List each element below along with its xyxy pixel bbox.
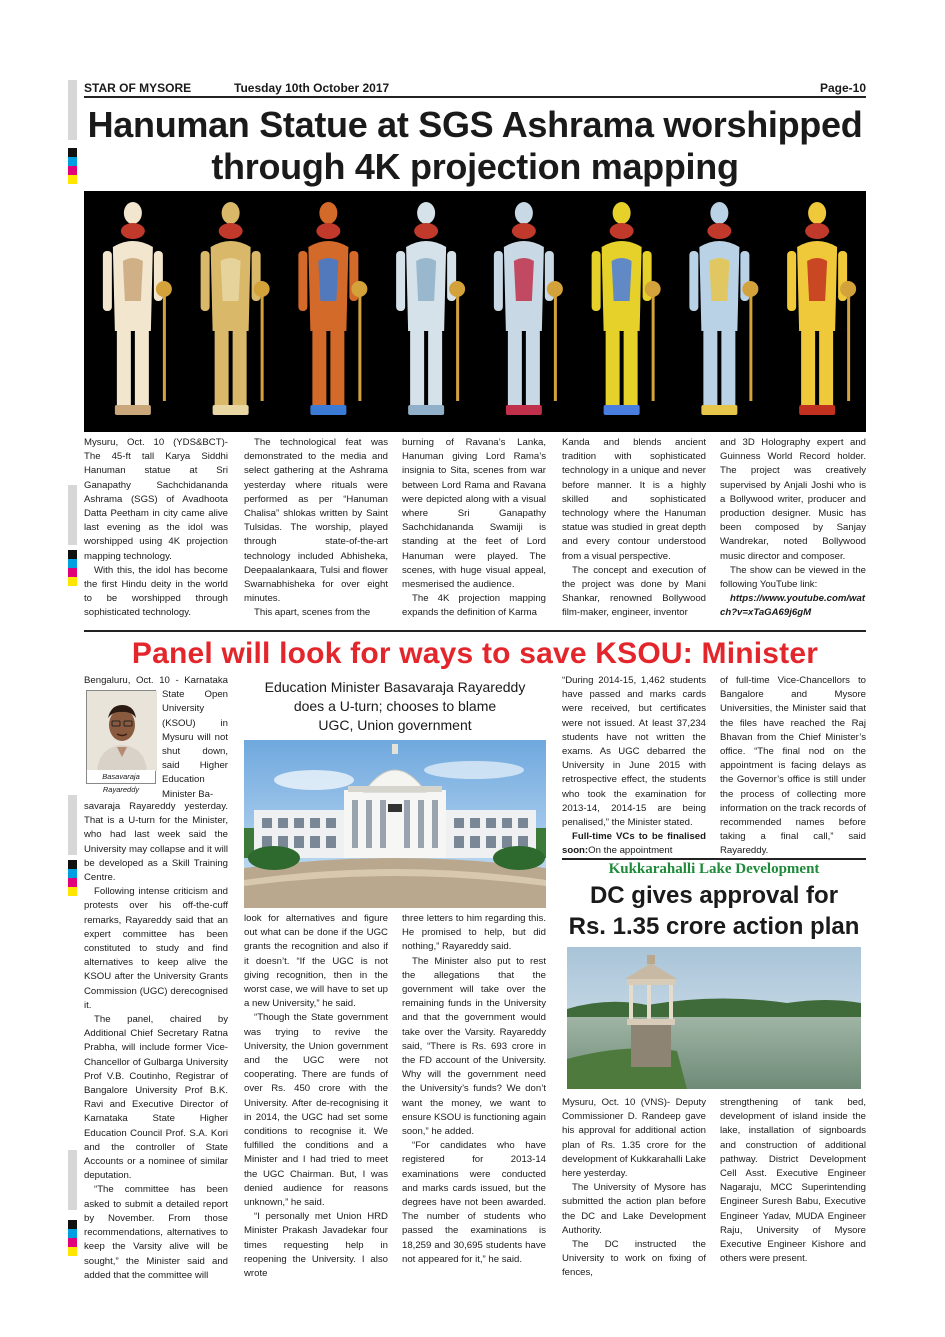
statue-figure bbox=[103, 202, 172, 415]
lake-illustration bbox=[567, 947, 861, 1089]
statue-figure bbox=[201, 202, 270, 415]
story2-headline: Panel will look for ways to save KSOU: Minister bbox=[84, 630, 866, 670]
color-swatch-yellow bbox=[68, 1247, 77, 1256]
color-swatch-cyan bbox=[68, 869, 77, 878]
color-swatch-cyan bbox=[68, 157, 77, 166]
statue-figures bbox=[84, 191, 866, 432]
paper-name: STAR OF MYSORE bbox=[84, 81, 192, 95]
statue-figure bbox=[592, 202, 661, 415]
kukkarahalli-lake-photo bbox=[567, 947, 861, 1089]
ksou-building-photo bbox=[244, 740, 546, 908]
registration-bar bbox=[68, 1150, 77, 1210]
color-swatch-black bbox=[68, 148, 77, 157]
story3-kicker: Kukkarahalli Lake Development bbox=[608, 861, 820, 877]
story2-col4: “During 2014-15, 1,462 students have passed and marks cards were received, but certificates were not issued. At least 37,234 students have not written the exams. As UGC debarred the University in June 2015 with retrospective effect, the students who took the examination for 2013-14, 2014-15 are being penalised,” the Minister stated. Full-time VCs to be finalised soon:On the appointment bbox=[562, 675, 706, 857]
color-swatch-cyan bbox=[68, 1229, 77, 1238]
color-swatch-black bbox=[68, 1220, 77, 1229]
color-swatch-yellow bbox=[68, 577, 77, 586]
story3-headline: DC gives approval for Rs. 1.35 crore action plan bbox=[568, 882, 860, 940]
statue-figure bbox=[298, 202, 367, 415]
building-illustration bbox=[244, 740, 546, 908]
story1-col4: Kanda and blends ancient tradition with sophisticated technology in a unique and never before manner. It is a highly skilled and sophisticated technology where the Hanuman statue was studied in great depth and every contour understood from a visual perspective. The concept and execution of the project was done by Mani Shankar, renowned Bollywood film-maker, engineer, inventor bbox=[562, 437, 706, 619]
issue-date: Tuesday 10th October 2017 bbox=[234, 81, 390, 95]
color-swatch-black bbox=[68, 860, 77, 869]
statue-figure bbox=[494, 202, 563, 415]
color-swatch-magenta bbox=[68, 166, 77, 175]
statue-figure bbox=[787, 202, 856, 415]
story1-headline: Hanuman Statue at SGS Ashrama worshipped through 4K projection mapping bbox=[87, 104, 863, 187]
registration-bar bbox=[68, 795, 77, 855]
color-swatch-magenta bbox=[68, 1238, 77, 1247]
statue-figure bbox=[689, 202, 758, 415]
color-swatch-magenta bbox=[68, 568, 77, 577]
story1-col3: burning of Ravana’s Lanka, Hanuman giving Lord Rama’s insignia to Sita, scenes from war between Lord Rama and Ravana were depicted along with a visual where Sri Ganapathy Sachchidananda Swamiji is standing at the feet of Lord Hanuman were played. The scenes, with huge visual appeal, mesmerised the audience. The 4K projection mapping expands the definition of Karma bbox=[402, 437, 546, 619]
story2-col3: three letters to him regarding this. He promised to help, but did nothing,” Rayareddy said. The Minister also put to rest the allegations that the government will take over the remaining funds in the University and that the government would take over the Varsity. Rayareddy said, “There is Rs. 693 crore in the FD account of the University. Why will the government need the University’s funds? We don’t want the money, we want to ensure KSOU is functioning again soon,” he added. “For candidates who have registered for 2013-14 examinations were conducted and marks cards issued, but the degrees have not been awarded. The number of students who passed the examinations is 18,259 and 30,695 students have not appeared for it,” he said. bbox=[402, 913, 546, 1265]
registration-bar bbox=[68, 485, 77, 545]
minister-portrait-icon bbox=[87, 691, 157, 771]
statue-figure bbox=[396, 202, 465, 415]
color-swatch-cyan bbox=[68, 559, 77, 568]
color-swatch-black bbox=[68, 550, 77, 559]
story2-col1-wrap: Bengaluru, Oct. 10 - Karnataka State Open University (KSOU) in Mysuru will not shut down, said Higher Education Minister Ba- bbox=[84, 675, 228, 800]
story1-col1: Mysuru, Oct. 10 (YDS&BCT)- The 45-ft tall Karya Siddhi Hanuman statue at Sri Ganapathy Sachchidananda Ashrama (SGS) of Avadhoota Datta Peetham in city came alive last evening as the idol was worshipped using 4K projection mapping technology. With this, the idol has become the first Hindu deity in the world to be worshipped through sophisticated technology. bbox=[84, 437, 228, 619]
page-number: Page-10 bbox=[819, 81, 866, 95]
registration-bar bbox=[68, 80, 77, 140]
story3-col1: Mysuru, Oct. 10 (VNS)- Deputy Commissioner D. Randeep gave his approval for additional action plan of Rs. 1.35 crore for the development of Kukkarahalli Lake here yesterday. The University of Mysore has submitted the action plan before the DC and Lake Development Authority. The DC instructed the University to work on fixing of fences, bbox=[562, 1097, 706, 1279]
hanuman-projection-photo bbox=[84, 191, 866, 432]
story1-col2: The technological feat was demonstrated to the media and select gathering at the Ashrama yesterday where rituals were performed as per “Hanuman Chalisa” shlokas written by Saint Tulsidas. The worship, played through state-of-the-art technology included Abhisheka, Deepaalankaara, Tulsi and flower Swarnabhisheka for over eight minutes. This apart, scenes from the bbox=[244, 437, 388, 619]
color-swatch-yellow bbox=[68, 887, 77, 896]
story3-col2: strengthening of tank bed, development of island inside the lake, installation of signboards and construction of additional pathway. District Development Cell Asst. Executive Engineer Nagaraju, MCC Superintending Engineer Suresh Babu, Executive Engineer Yadav, MUDA Engineer Raju, University of Mysore Executive Engineer Kishore and others were present. bbox=[720, 1097, 866, 1265]
story2-col5: of full-time Vice-Chancellors to Bangalore and Mysore Universities, the Minister said that the files have reached the Raj Bhavan from the Chief Minister’s office. “The final nod on the appointment is facing delays as the Governor’s office is still under the process of collecting more information on the track records of recommended names before taking a final call,” said Rayareddy. bbox=[720, 675, 866, 857]
color-swatch-magenta bbox=[68, 878, 77, 887]
story2-col1: savaraja Rayareddy yesterday. That is a U-turn for the Minister, who had last week said the University may collapse and it will be developed as a Skill Training Centre. Following intense criticism and protests over his off-the-cuff remarks, Rayareddy said that an expert committee has been constituted to study and find alternatives to keep alive the KSOU after the University Grants Commission (UGC) derecognised it. The panel, chaired by Additional Chief Secretary Ratna Prabha, will include former Vice-Chancellor of Gulbarga University Prof V.B. Coutinho, Registrar of Bangalore University Prof B.K. Ravi and Executive Director of Karnataka State Higher Education Council Prof. S.A. Kori and the controller of State Accounts or a nominee of similar deputation. “The committee has been asked to submit a detailed report by November. From those recommendations, alternatives to keep the Varsity alive will be sought,” the Minister said and added that the committee will bbox=[84, 801, 228, 1281]
photo-caption: Basavaraja Rayareddy bbox=[87, 770, 155, 783]
youtube-link[interactable]: https://www.youtube.com/watch?v=xTaGA69j6gM bbox=[720, 593, 866, 619]
story2-col2: look for alternatives and figure out what can be done if the UGC grants the recognition and also if it doesn’t. “If the UGC is not giving recognition, then in the worst case, we will have to set up a new University,” he said. “Though the State government was trying to revive the University, the Union government and the UGC were not cooperating. There are funds of over Rs. 450 crore with the University. After de-recognising it in 2014, the UGC had set some conditions to recognise it. We fulfilled the conditions and a Minister and I had tried to meet the UGC Chairman. But, I was denied audience for reasons unknown,” he said. “I personally met Union HRD Minister Prakash Javadekar four times requesting help in reopening the University. I also wrote bbox=[244, 913, 388, 1280]
page-header bbox=[84, 80, 866, 98]
minister-photo bbox=[86, 690, 156, 794]
color-swatch-yellow bbox=[68, 175, 77, 184]
story2-subhead: Education Minister Basavaraja Rayareddy does a U-turn; chooses to blame UGC, Union government bbox=[264, 679, 526, 733]
story1-col5: and 3D Holography expert and Guinness World Record holder. The project was creatively supervised by Anjali Joshi who is a Bollywood writer, producer and production designer. Music has been composed by Sanjay Wandrekar, noted Bollywood music director and composer. The show can be viewed in the following YouTube link: https://www.youtube.com/watch?v=xTaGA69j6gM bbox=[720, 436, 866, 621]
